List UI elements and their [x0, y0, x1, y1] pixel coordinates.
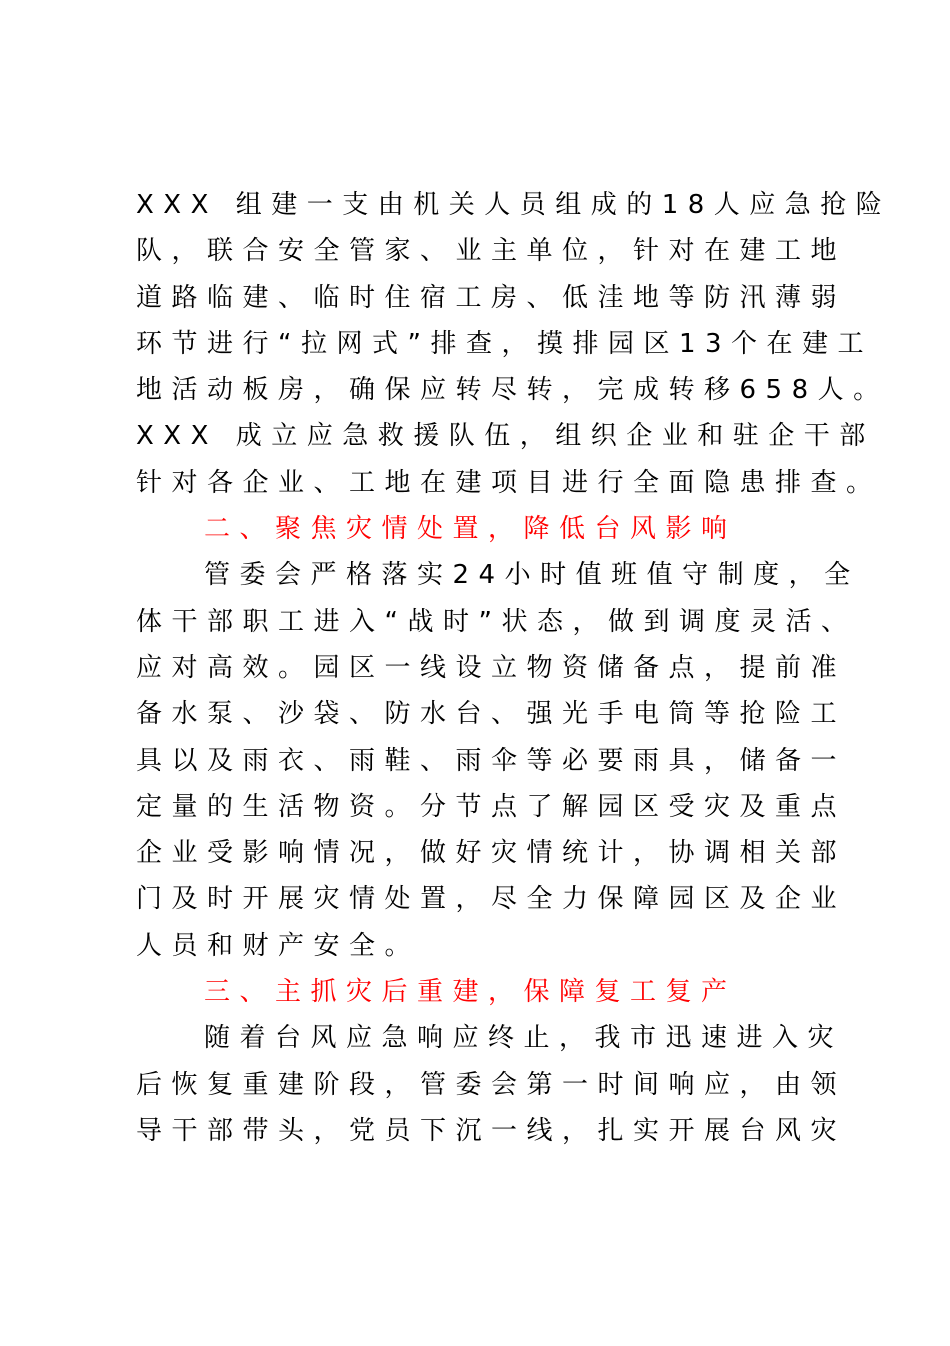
paragraph-line: 后恢复重建阶段，管委会第一时间响应，由领	[136, 1069, 847, 1100]
paragraph-line: 队，联合安全管家、业主单位，针对在建工地	[136, 236, 847, 267]
paragraph-line: 定量的生活物资。分节点了解园区受灾及重点	[136, 791, 847, 822]
paragraph-line: 管委会严格落实24小时值班值守制度，全	[204, 560, 860, 591]
paragraph-line: 应对高效。园区一线设立物资储备点，提前准	[136, 652, 847, 683]
paragraph-line: 导干部带头，党员下沉一线，扎实开展台风灾	[136, 1115, 847, 1146]
paragraph-line: 备水泵、沙袋、防水台、强光手电筒等抢险工	[136, 699, 847, 730]
paragraph-line: 企业受影响情况，做好灾情统计，协调相关部	[136, 838, 847, 869]
document-body	[136, 182, 892, 1154]
section-heading-2: 二、聚焦灾情处置，降低台风影响	[204, 514, 737, 545]
paragraph-line: 门及时开展灾情处置，尽全力保障园区及企业	[136, 884, 847, 915]
paragraph-line: 人员和财产安全。	[136, 930, 421, 961]
paragraph-line: XXX 成立应急救援队伍，组织企业和驻企干部	[136, 421, 875, 452]
paragraph-line: 针对各企业、工地在建项目进行全面隐患排查。	[136, 467, 882, 498]
paragraph-line: 道路临建、临时住宿工房、低洼地等防汛薄弱	[136, 282, 847, 313]
paragraph-line: 地活动板房，确保应转尽转，完成转移658人。	[136, 375, 889, 406]
paragraph-line: 环节进行“拉网式”排查，摸排园区13个在建工	[136, 328, 874, 359]
paragraph-line: 随着台风应急响应终止，我市迅速进入灾	[204, 1023, 844, 1054]
paragraph-line: 具以及雨衣、雨鞋、雨伞等必要雨具，储备一	[136, 745, 847, 776]
paragraph-line: XXX 组建一支由机关人员组成的18人应急抢险	[136, 190, 892, 220]
section-heading-3: 三、主抓灾后重建，保障复工复产	[204, 977, 737, 1008]
paragraph-line: 体干部职工进入“战时”状态，做到调度灵活、	[136, 606, 857, 637]
